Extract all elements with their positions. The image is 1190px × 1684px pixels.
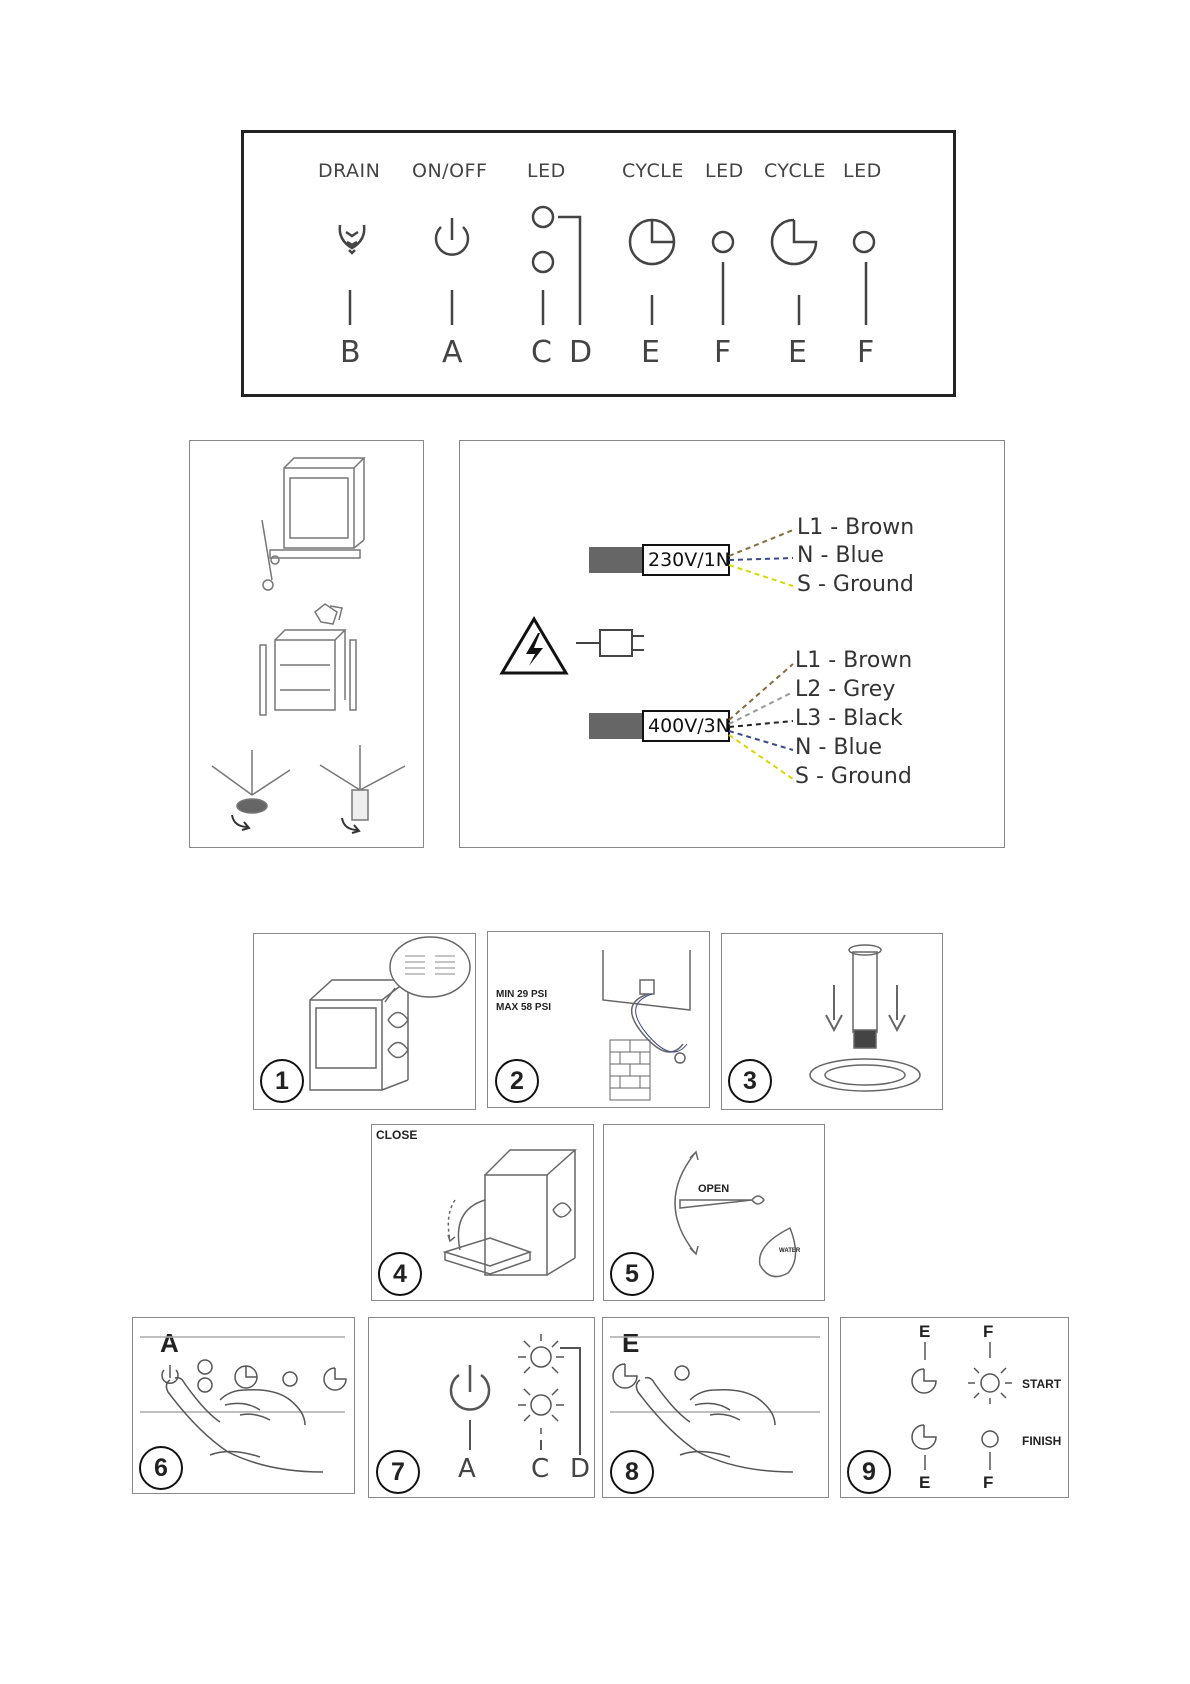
finish-label: FINISH xyxy=(1022,1434,1062,1448)
step-9-key-e-top: E xyxy=(919,1322,931,1341)
voltage-230v: 230V/1N xyxy=(648,549,730,571)
step-number-9: 9 xyxy=(847,1450,891,1494)
key-c: C xyxy=(531,335,552,370)
open-label: OPEN xyxy=(698,1183,730,1195)
key-d: D xyxy=(569,335,593,370)
water-label: WATER xyxy=(779,1248,801,1254)
key-e2: E xyxy=(788,335,807,370)
step-9-key-e-bottom: E xyxy=(919,1473,931,1492)
step-7-power-icon xyxy=(451,1365,489,1409)
step-8-key-e: E xyxy=(622,1328,640,1358)
led-label-2: LED xyxy=(705,160,744,182)
step-number-1: 1 xyxy=(260,1059,304,1103)
hand-pointer-icon xyxy=(166,1378,323,1472)
wire-label-230-n: N - Blue xyxy=(797,543,885,568)
led-label-3: LED xyxy=(843,160,882,182)
cycle-label-2: CYCLE xyxy=(764,160,826,182)
key-a: A xyxy=(442,335,463,370)
step-6-key-a: A xyxy=(160,1328,179,1358)
wire-label-400-s: S - Ground xyxy=(795,764,912,789)
wire-label-400-l2: L2 - Grey xyxy=(795,677,896,702)
wire-label-400-l3: L3 - Black xyxy=(795,706,903,731)
step-9-key-f-bottom: F xyxy=(983,1473,994,1492)
step-number-2: 2 xyxy=(495,1059,539,1103)
step-9-key-f-top: F xyxy=(983,1322,994,1341)
step-number-4: 4 xyxy=(378,1252,422,1296)
pressure-max: MAX 58 PSI xyxy=(496,1002,552,1013)
step-number-3: 3 xyxy=(728,1059,772,1103)
wire-label-230-s: S - Ground xyxy=(797,572,914,597)
key-b: B xyxy=(340,335,361,370)
step-8-hand-pointer-icon xyxy=(636,1378,793,1472)
step-9-led-start-icon xyxy=(968,1342,1012,1404)
step-7-key-d: D xyxy=(570,1454,591,1484)
step-number-6: 6 xyxy=(139,1446,183,1490)
step-8-control-panel xyxy=(610,1337,820,1412)
step-9-cycle-top-icon xyxy=(912,1342,936,1393)
wire-label-400-n: N - Blue xyxy=(795,735,883,760)
step-number-5: 5 xyxy=(610,1252,654,1296)
step-number-8: 8 xyxy=(610,1450,654,1494)
pressure-min: MIN 29 PSI xyxy=(496,989,548,1000)
cycle-label-1: CYCLE xyxy=(622,160,684,182)
on-off-label: ON/OFF xyxy=(412,160,488,182)
step-6-control-panel xyxy=(140,1337,346,1412)
step-7-key-a: A xyxy=(458,1454,476,1484)
drain-label: DRAIN xyxy=(318,160,381,182)
start-label: START xyxy=(1022,1377,1062,1391)
key-f1: F xyxy=(714,335,732,370)
wire-label-400-l1: L1 - Brown xyxy=(795,648,913,673)
step-7-bracket xyxy=(560,1348,580,1455)
step-9-led-finish-icon xyxy=(982,1431,998,1470)
key-e1: E xyxy=(641,335,660,370)
wire-label-230-l1: L1 - Brown xyxy=(797,515,915,540)
close-label: CLOSE xyxy=(376,1128,418,1142)
voltage-400v: 400V/3N xyxy=(648,715,730,737)
step-7-blinking-led-bottom-icon xyxy=(518,1389,564,1434)
step-number-7: 7 xyxy=(376,1450,420,1494)
step-9-cycle-bottom-icon xyxy=(912,1425,936,1470)
step-7-key-c: C xyxy=(531,1454,550,1484)
led-label-1: LED xyxy=(527,160,566,182)
step-7-blinking-led-top-icon xyxy=(518,1334,564,1373)
key-f2: F xyxy=(857,335,875,370)
